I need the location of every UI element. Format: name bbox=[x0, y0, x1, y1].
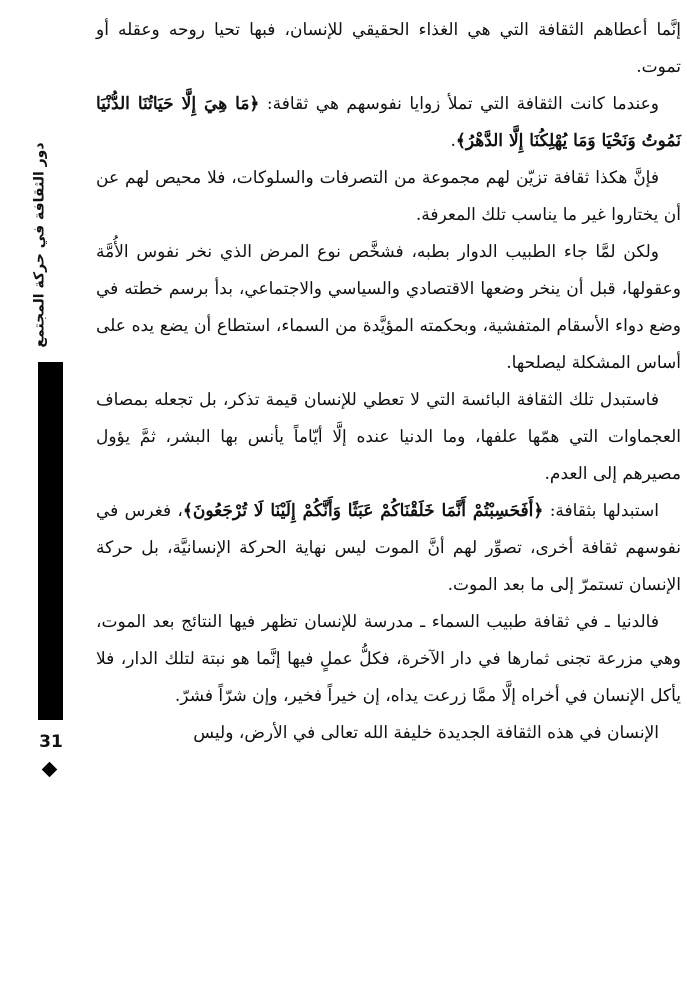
paragraph: استبدلها بثقافة: ﴿أَفَحَسِبْتُمْ أَنَّمَا خَلَقْنَاكُمْ عَبَثًا وَأَنَّكُمْ إِلَيْنَا لَا تُرْجَعُونَ﴾، فغرس في نفوسهم ثقافة أخرى، تصوِّر لهم أنَّ الموت ليس نهاية الحركة الإنسانيَّة، بل حركة الإنسان تستمرّ إلى ما بعد الموت. bbox=[96, 501, 681, 595]
paragraph: وعندما كانت الثقافة التي تملأ زوايا نفوسهم هي ثقافة: ﴿مَا هِيَ إِلَّا حَيَاتُنَا الدُّنْيَا نَمُوتُ وَنَحْيَا وَمَا يُهْلِكُنَا إِلَّا الدَّهْرُ﴾. bbox=[96, 94, 681, 151]
page-number: 31 bbox=[39, 732, 63, 752]
margin-bar bbox=[38, 362, 63, 720]
paragraph: الإنسان في هذه الثقافة الجديدة خليفة الله تعالى في الأرض، وليس bbox=[193, 723, 659, 743]
diamond-icon bbox=[42, 762, 58, 778]
body-text bbox=[96, 12, 681, 752]
running-header bbox=[22, 142, 58, 348]
paragraph: فالدنيا ـ في ثقافة طبيب السماء ـ مدرسة للإنسان تظهر فيها النتائج بعد الموت، وهي مزرعة تجنى ثمارها في دار الآخرة، فكلُّ عملٍ فيها إنَّما هو نبتة لتلك الدار، فلا يأكل الإنسان في أخراه إلَّا ممَّا زرعت يداه، إن خيراً فخير، وإن شرّاً فشرّ. bbox=[96, 612, 681, 706]
paragraph: فاستبدل تلك الثقافة البائسة التي لا تعطي للإنسان قيمة تذكر، بل تجعله بمصاف العجماوات التي همّها علفها، وما الدنيا عنده إلَّا أيّاماً يأنس بها البشر، ثمَّ يؤول مصيرهم إلى العدم. bbox=[96, 390, 681, 484]
paragraph: فإنَّ هكذا ثقافة تزيّن لهم مجموعة من التصرفات والسلوكات، فلا محيص لهم عن أن يختاروا غير ما يناسب تلك المعرفة. bbox=[96, 168, 681, 225]
paragraph: ولكن لمَّا جاء الطبيب الدوار بطبه، فشخَّص نوع المرض الذي نخر نفوس الأُمَّة وعقولها، قبل أن ينخر وضعها الاقتصادي والسياسي والاجتماعي، بدأ برسم خطته في وضع دواء الأسقام المتفشية، وبحكمته المؤيَّدة من السماء، استطاع أن يضع يده على أساس المشكلة ليصلحها. bbox=[96, 242, 681, 373]
running-header-text: دور الثقافة في حركة المجتمع bbox=[32, 142, 49, 348]
quran-verse: ﴿أَفَحَسِبْتُمْ أَنَّمَا خَلَقْنَاكُمْ عَبَثًا وَأَنَّكُمْ إِلَيْنَا لَا تُرْجَعُونَ﴾ bbox=[182, 501, 544, 521]
quran-verse: ﴿مَا هِيَ إِلَّا حَيَاتُنَا الدُّنْيَا نَمُوتُ وَنَحْيَا وَمَا يُهْلِكُنَا إِلَّا الدَّهْرُ﴾ bbox=[96, 94, 681, 151]
paragraph: إنَّما أعطاهم الثقافة التي هي الغذاء الحقيقي للإنسان، فبها تحيا روحه وعقله أو تموت. bbox=[96, 20, 681, 77]
